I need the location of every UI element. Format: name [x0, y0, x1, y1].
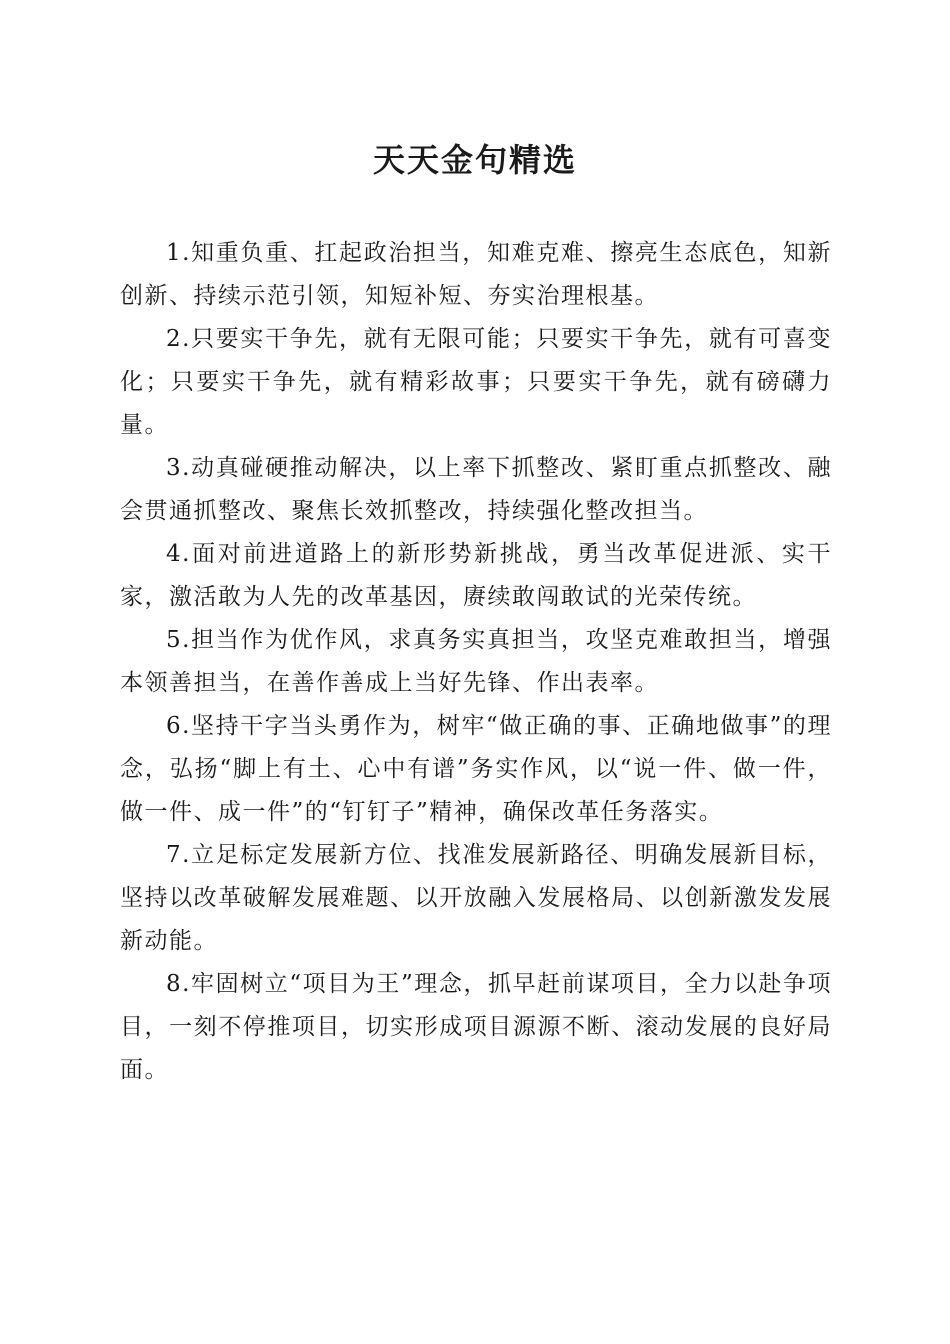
quote-paragraph-1: 1.知重负重、扛起政治担当，知难克难、擦亮生态底色，知新创新、持续示范引领，知短补短、夯实治理根基。	[120, 240, 832, 309]
quote-paragraph-3: 3.动真碰硬推动解决，以上率下抓整改、紧盯重点抓整改、融会贯通抓整改、聚焦长效抓整改，持续强化整改担当。	[120, 455, 832, 524]
quote-paragraph-2: 2.只要实干争先，就有无限可能；只要实干争先，就有可喜变化；只要实干争先，就有精彩故事；只要实干争先，就有磅礴力量。	[120, 326, 832, 438]
quote-paragraph-8: 8.牢固树立“项目为王”理念，抓早赶前谋项目，全力以赴争项目，一刻不停推项目，切实形成项目源源不断、滚动发展的良好局面。	[120, 971, 832, 1083]
document-body	[120, 232, 832, 1092]
quote-paragraph-5: 5.担当作为优作风，求真务实真担当，攻坚克难敢担当，增强本领善担当，在善作善成上当好先锋、作出表率。	[120, 627, 832, 696]
quote-paragraph-6: 6.坚持干字当头勇作为，树牢“做正确的事、正确地做事”的理念，弘扬“脚上有土、心中有谱”务实作风，以“说一件、做一件，做一件、成一件”的“钉钉子”精神，确保改革任务落实。	[120, 713, 832, 825]
document-title: 天天金句精选	[372, 141, 577, 179]
quote-paragraph-4: 4.面对前进道路上的新形势新挑战，勇当改革促进派、实干家，激活敢为人先的改革基因，赓续敢闯敢试的光荣传统。	[120, 541, 832, 610]
quote-paragraph-7: 7.立足标定发展新方位、找准发展新路径、明确发展新目标，坚持以改革破解发展难题、以开放融入发展格局、以创新激发发展新动能。	[120, 842, 832, 954]
